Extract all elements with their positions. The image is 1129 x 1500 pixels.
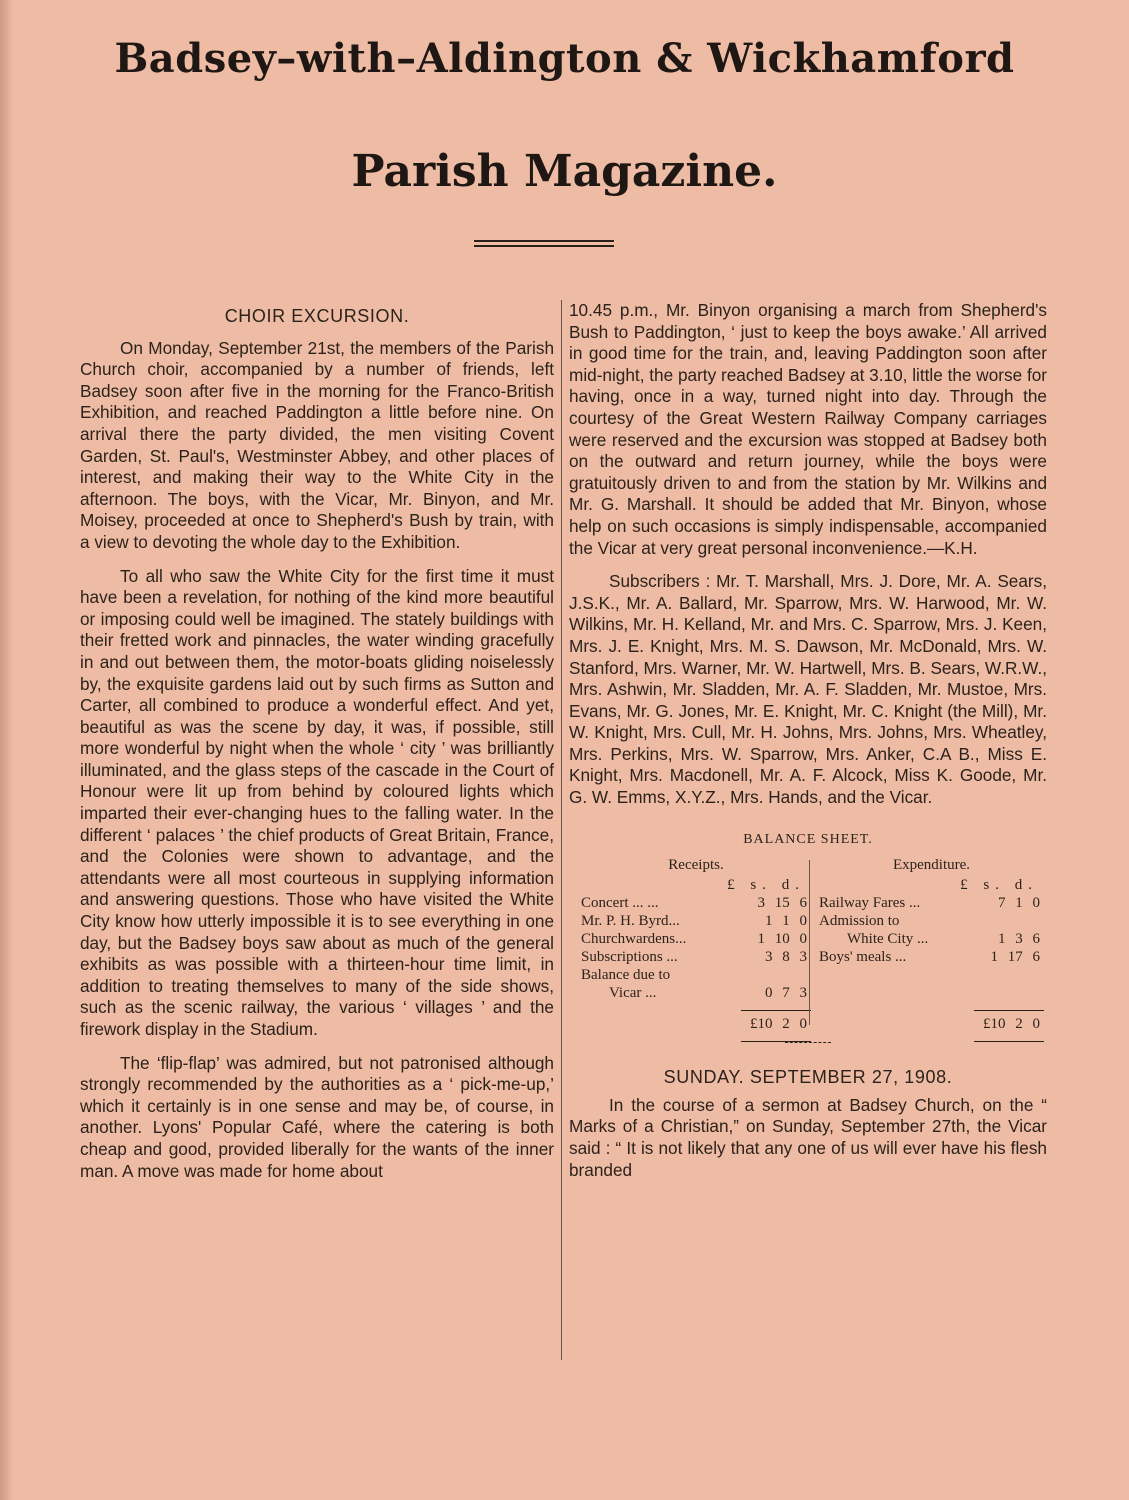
subscribers-paragraph: Subscribers : Mr. T. Marshall, Mrs. J. Dore, Mr. A. Sears, J.S.K., Mr. A. Ballard, Mr. Sparrow, Mrs. W. Harwood, Mr. W. Wilkins, Mr. H. Kelland, Mr. and Mrs. C. Sparrow, Mrs. J. Keen, Mrs. J. E. Knight, Mrs. M. S. Dawson, Mr. McDonald, Mrs. W. Stanford, Mrs. Warner, Mr. W. Hartwell, Mrs. B. Sears, W.R.W., Mrs. Ashwin, Mr. Sladden, Mr. A. F. Sladden, Mr. Mustoe, Mrs. Evans, Mr. G. Jones, Mr. E. Knight, Mr. C. Knight (the Mill), Mr. W. Knight, Mrs. Cull, Mr. H. Johns, Mrs. Johns, Mrs. Wheatley, Mrs. Perkins, Mrs. W. Sparrow, Mrs. Anker, C.A B., Miss E. Knight, Mrs. Macdonell, Mr. A. F. Alcock, Miss K. Goode, Mr. G. W. Emms, X.Y.Z., Mrs. Hands, and the Vicar. — [569, 571, 1047, 808]
row-label: Mr. P. H. Byrd... — [581, 913, 680, 930]
balance-sheet — [569, 856, 1047, 1033]
column-divider — [561, 300, 562, 1360]
row-amount: 3 8 3 — [765, 949, 807, 966]
row-amount: 1 17 6 — [990, 949, 1040, 966]
sum-rule — [741, 1010, 811, 1011]
currency-units: £ s. d. — [960, 877, 1038, 894]
row-label: White City ... — [847, 931, 929, 948]
expenditure-heading: Expenditure. — [892, 857, 971, 874]
row-label: Subscriptions ... — [581, 949, 678, 966]
balance-sheet-divider — [809, 860, 810, 1025]
row-amount — [970, 912, 1044, 930]
section-heading-choir-excursion: CHOIR EXCURSION. — [224, 306, 410, 326]
paragraph-continued: 10.45 p.m., Mr. Binyon organising a march from Shepherd's Bush to Paddington, ‘ just to keep the boys awake.’ All arrived in good time for the train, and, leaving Paddington soon after mid-night, the party reached Badsey at 3.10, little the worse for having, once in a way, turned night into day. Through the courtesy of the Great Western Railway Company carriages were reserved and the excursion was stopped at Badsey both on the outward and return journey, while the boys were gratuitously driven to and from the station by Mr. Wilkins and Mr. G. Marshall. It should be added that Mr. Binyon, whose help on such occasions is simply indispensable, accompanied the Vicar at very great personal inconvenience.—K.H. — [569, 300, 1047, 558]
expenditure-total: £10 2 0 — [983, 1016, 1040, 1033]
title-double-rule — [474, 240, 614, 247]
right-column — [569, 300, 1047, 1193]
page-edge-shadow — [0, 0, 14, 1500]
table-row — [581, 984, 811, 1002]
table-row — [819, 948, 1044, 966]
row-amount: 3 15 6 — [757, 895, 807, 912]
receipts-total-row — [581, 1015, 811, 1033]
paragraph: In the course of a sermon at Badsey Church, on the “ Marks of a Christian,” on Sunday, September 27th, the Vicar said : “ It is not likely that any one of us will ever have his flesh branded — [569, 1094, 1047, 1180]
table-row — [581, 948, 811, 966]
row-label: Railway Fares ... — [819, 895, 921, 912]
row-amount: 1 1 0 — [765, 913, 807, 930]
table-row — [581, 930, 811, 948]
row-label: Admission to — [819, 913, 900, 930]
sum-rule — [974, 1041, 1044, 1042]
sum-rule — [974, 1010, 1044, 1011]
paragraph: The ‘flip-flap’ was admired, but not patronised although strongly recommended by the authorities as a ‘ pick-me-up,’ which it certainly is in one sense and may be, of course, in another. Lyons' Popular Café, where the catering is both cheap and good, provided liberally for the wants of the inner man. A move was made for home about — [80, 1052, 554, 1181]
row-label: Vicar ... — [609, 985, 657, 1002]
paragraph: On Monday, September 21st, the members of the Parish Church choir, accompanied by a number of friends, left Badsey soon after five in the morning for the Franco-British Exhibition, and reached Paddington a little before nine. On arrival there the party divided, the men visiting Covent Garden, St. Paul's, Westminster Abbey, and other places of interest, and making their way to the White City in the afternoon. The boys, with the Vicar, Mr. Binyon, and Mr. Moisey, proceeded at once to Shepherd's Bush by train, with a view to devoting the whole day to the Exhibition. — [80, 337, 554, 552]
table-row — [819, 894, 1044, 912]
paragraph: To all who saw the White City for the first time it must have been a revelation, for nothing of the kind more beautiful or imposing could well be imagined. The stately buildings with their fretted work and pinnacles, the water winding gracefully in and out between them, the motor-boats gliding noiselessly by, the exquisite gardens laid out by such firms as Sutton and Carter, all combined to produce a wonderful effect. And yet, beautiful as was the scene by day, it was, if possible, still more wonderful by night when the whole ‘ city ’ was brilliantly illuminated, and the glass steps of the cascade in the Court of Honour were lit up from behind by coloured lights which imparted their ever-changing hues to the falling water. In the different ‘ palaces ’ the chief products of Great Britain, France, and the Colonies were shown to advantage, and the attendants were all most courteous in supplying information and answering questions. Those who have visited the White City know how utterly impossible it is to see everything in one day, but the Badsey boys saw about as much of the general exhibits as was possible with a thirteen-hour time limit, in addition to treating themselves to many of the side shows, such as the scenic railway, the various ‘ villages ’ and the firework display in the Stadium. — [80, 565, 554, 1039]
row-amount: 7 1 0 — [998, 895, 1040, 912]
row-label: Churchwardens... — [581, 931, 687, 948]
row-label: Boys' meals ... — [819, 949, 907, 966]
row-amount — [737, 966, 811, 984]
section-heading-sunday: SUNDAY. SEPTEMBER 27, 1908. — [663, 1067, 953, 1088]
row-label: Balance due to — [581, 967, 671, 984]
row-amount: 0 7 3 — [765, 985, 807, 1002]
row-label: Concert ... ... — [581, 895, 659, 912]
receipts-total: £10 2 0 — [750, 1016, 807, 1033]
receipts-heading: Receipts. — [668, 857, 724, 874]
masthead-title: Badsey–with–Aldington & Wickhamford — [114, 35, 1015, 82]
masthead-subtitle: Parish Magazine. — [351, 146, 778, 197]
expenditure-total-row — [819, 1015, 1044, 1033]
row-amount: 1 10 0 — [757, 931, 807, 948]
table-row — [819, 912, 1044, 930]
sum-rule — [741, 1041, 811, 1042]
table-row — [581, 912, 811, 930]
table-row — [581, 966, 811, 984]
currency-units: £ s. d. — [727, 877, 805, 894]
masthead — [0, 28, 1129, 200]
table-row — [581, 894, 811, 912]
table-row — [819, 930, 1044, 948]
balance-sheet-title: BALANCE SHEET. — [743, 831, 873, 847]
row-amount: 1 3 6 — [998, 931, 1040, 948]
left-column — [80, 300, 554, 1194]
expenditure-table — [819, 856, 1044, 1046]
receipts-table — [581, 856, 811, 1046]
